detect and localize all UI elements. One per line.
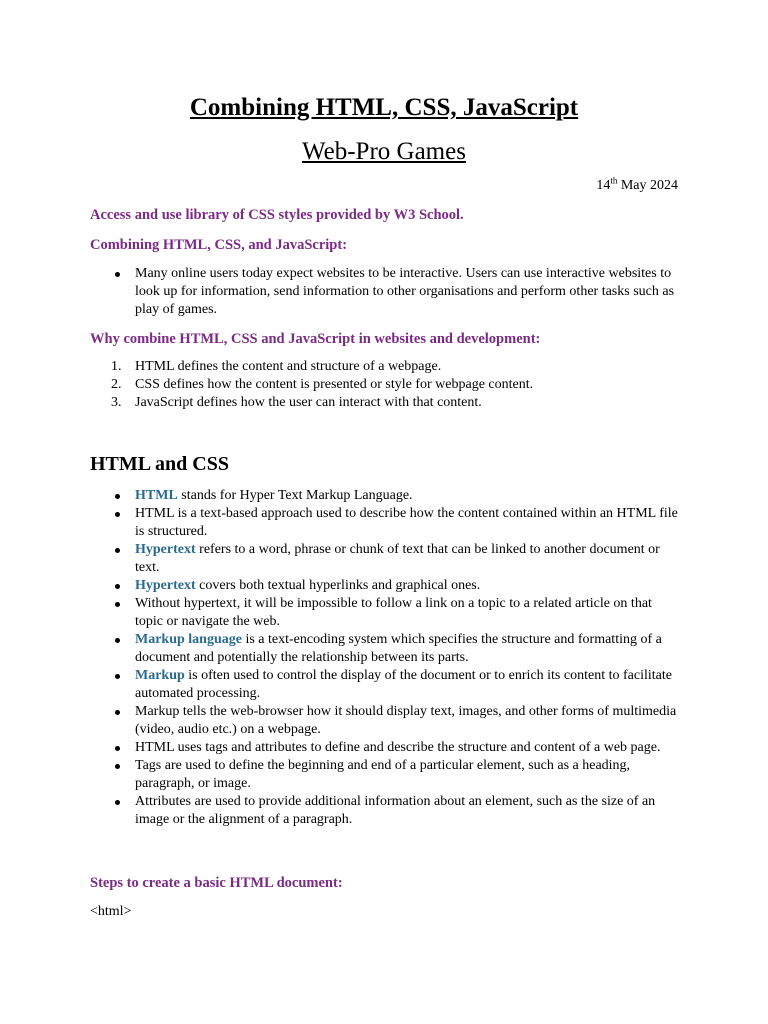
code-line: <html> [90, 904, 132, 919]
list-item [90, 541, 680, 577]
term-highlight: HTML [135, 488, 178, 503]
term-highlight: Markup language [135, 632, 242, 647]
list-item [90, 793, 680, 829]
list-item: 1. HTML defines the content and structure of a webpage. [111, 359, 442, 374]
list-item [90, 505, 680, 541]
list-item [90, 577, 680, 595]
list-item [90, 595, 680, 631]
section-heading-html-css: HTML and CSS [90, 453, 229, 475]
html-css-list [90, 487, 680, 829]
list-item: 2. CSS defines how the content is presented or style for webpage content. [111, 377, 534, 392]
list-item-text: Markup tells the web-browser how it should display text, images, and other forms of multimedia (video, audio etc.) on a webpage. [135, 704, 677, 737]
list-item-text: Attributes are used to provide additional information about an element, such as the size of an image or the alignment of a paragraph. [135, 794, 656, 827]
list-item-text: is a text-encoding system which specifies the structure and formatting of a document and potentially the relationship between its parts. [135, 632, 662, 665]
list-item-text: refers to a word, phrase or chunk of text that can be linked to another document or text. [135, 542, 660, 575]
heading-library: Access and use library of CSS styles provided by W3 School. [90, 207, 464, 223]
document-title: Combining HTML, CSS, JavaScript [189, 94, 579, 121]
list-item [90, 739, 680, 757]
term-highlight: Markup [135, 668, 185, 683]
why-list [90, 358, 680, 412]
list-item-text: stands for Hyper Text Markup Language. [177, 488, 413, 503]
list-item [90, 631, 680, 667]
list-item: 3. JavaScript defines how the user can interact with that content. [111, 395, 482, 410]
list-item-text: covers both textual hyperlinks and graphical ones. [195, 578, 481, 593]
term-highlight: Hypertext [135, 542, 196, 557]
list-item-text: HTML is a text-based approach used to describe how the content contained within an HTML file is structured. [135, 506, 678, 539]
list-item-text: Tags are used to define the beginning and end of a particular element, such as a heading, paragraph, or image. [135, 758, 631, 791]
list-item-text: HTML uses tags and attributes to define and describe the structure and content of a web page. [135, 740, 661, 755]
list-item [90, 487, 680, 505]
term-highlight: Hypertext [135, 578, 196, 593]
heading-why: Why combine HTML, CSS and JavaScript in websites and development: [90, 331, 541, 347]
combining-list [90, 265, 680, 319]
heading-steps: Steps to create a basic HTML document: [90, 875, 343, 891]
document-date: 14th May 2024 [596, 175, 678, 193]
list-item-text: is often used to control the display of the document or to enrich its content to facilitate automated processing. [135, 668, 672, 701]
list-item [90, 667, 680, 703]
list-item [90, 703, 680, 739]
heading-combining: Combining HTML, CSS, and JavaScript: [90, 237, 348, 253]
list-item: Many online users today expect websites to be interactive. Users can use interactive websites to look up for information, send information to other organisations and perform other tasks such as play of games. [90, 265, 680, 319]
document-subtitle: Web-Pro Games [302, 138, 466, 165]
list-item-text: Without hypertext, it will be impossible to follow a link on a topic to a related article on that topic or navigate the web. [135, 596, 652, 629]
list-item [90, 757, 680, 793]
